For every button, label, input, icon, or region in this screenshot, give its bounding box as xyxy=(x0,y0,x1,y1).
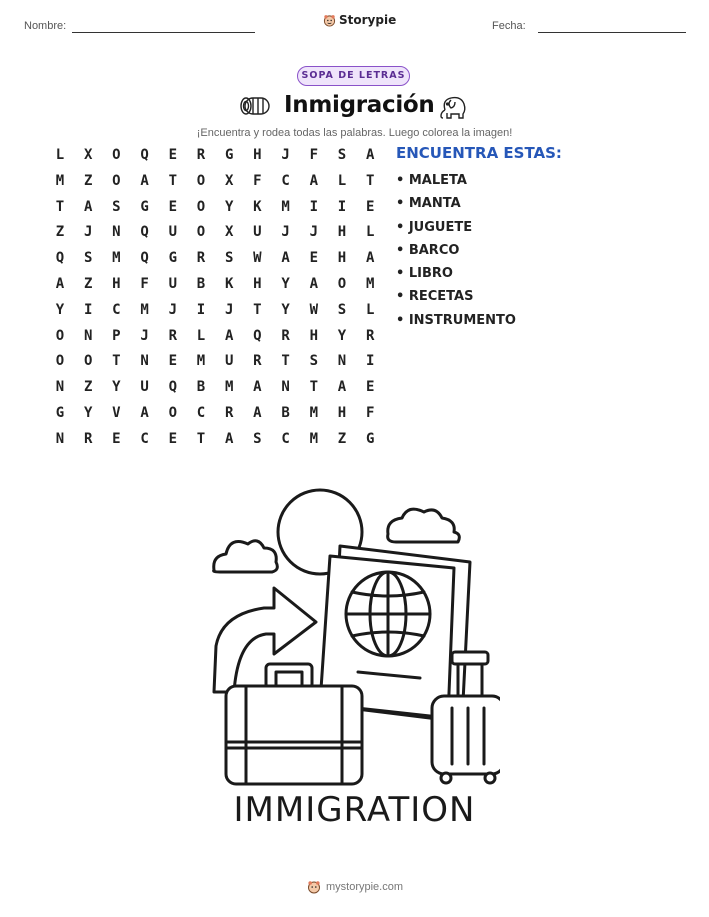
grid-letter: X xyxy=(224,172,234,189)
grid-letter: I xyxy=(365,353,375,370)
storypie-logo-icon xyxy=(323,14,336,27)
brand-logo xyxy=(323,13,396,27)
grid-letter: U xyxy=(253,224,262,241)
word-list-title: ENCUENTRA ESTAS: xyxy=(396,144,562,162)
grid-letter: Q xyxy=(253,327,262,344)
grid-letter: W xyxy=(253,250,262,267)
grid-letter: R xyxy=(83,430,93,447)
grid-letter: M xyxy=(365,276,375,292)
grid-letter: H xyxy=(337,224,347,241)
grid-letter: Y xyxy=(83,405,93,421)
grid-letter: S xyxy=(253,430,262,447)
grid-letter: O xyxy=(83,353,93,370)
grid-letter: M xyxy=(309,405,319,421)
grid-letter: N xyxy=(140,353,149,370)
grid-letter: A xyxy=(309,276,319,292)
grid-letter: S xyxy=(337,147,347,163)
grid-letter: T xyxy=(253,301,262,318)
grid-letter: Z xyxy=(83,172,93,189)
grid-letter: M xyxy=(309,430,319,447)
grid-letter: I xyxy=(83,301,93,318)
grid-letter: O xyxy=(337,276,347,292)
grid-letter: L xyxy=(55,147,65,163)
grid-letter: B xyxy=(196,276,206,292)
date-label: Fecha: xyxy=(492,20,526,32)
grid-letter: S xyxy=(112,198,121,215)
word-item: • BARCO xyxy=(396,242,460,258)
grid-letter: E xyxy=(365,379,375,396)
grid-letter: S xyxy=(224,250,234,267)
footer xyxy=(307,880,403,894)
grid-letter: Z xyxy=(55,224,65,241)
grid-letter: L xyxy=(365,301,375,318)
grid-letter: F xyxy=(365,405,375,421)
grid-letter: U xyxy=(140,379,149,396)
grid-letter: N xyxy=(83,327,93,344)
instructions-text: ¡Encuentra y rodea todas las palabras. Luego colorea la imagen! xyxy=(196,127,513,139)
grid-letter: S xyxy=(309,353,319,370)
grid-letter: X xyxy=(83,147,93,163)
grid-letter: J xyxy=(281,224,290,241)
grid-letter: M xyxy=(224,379,234,396)
grid-letter: G xyxy=(224,147,234,163)
grid-letter: F xyxy=(140,276,149,292)
grid-letter: T xyxy=(168,172,178,189)
grid-letter: A xyxy=(253,405,262,421)
grid-letter: J xyxy=(281,147,290,163)
illustration-caption: IMMIGRATION xyxy=(233,790,476,830)
grid-letter: K xyxy=(224,276,234,292)
grid-letter: O xyxy=(112,172,121,189)
grid-letter: H xyxy=(309,327,319,344)
grid-letter: J xyxy=(140,327,149,344)
grid-letter: Z xyxy=(337,430,347,447)
grid-letter: S xyxy=(337,301,347,318)
word-item: • LIBRO xyxy=(396,266,453,282)
grid-letter: A xyxy=(309,172,319,189)
grid-letter: E xyxy=(168,147,178,163)
grid-letter: R xyxy=(168,327,178,344)
grid-letter: V xyxy=(112,405,121,421)
grid-letter: I xyxy=(196,301,206,318)
grid-letter: M xyxy=(196,353,206,370)
grid-letter: Y xyxy=(55,301,65,318)
grid-letter: A xyxy=(281,250,290,267)
grid-letter: M xyxy=(55,172,65,189)
grid-letter: N xyxy=(55,379,65,396)
grid-letter: M xyxy=(112,250,121,267)
grid-letter: A xyxy=(337,379,347,396)
grid-letter: A xyxy=(140,405,149,421)
word-list xyxy=(396,172,516,335)
grid-letter: H xyxy=(112,276,121,292)
grid-letter: R xyxy=(196,147,206,163)
grid-letter: R xyxy=(253,353,262,370)
grid-letter: L xyxy=(365,224,375,241)
grid-letter: O xyxy=(112,147,121,163)
grid-letter: P xyxy=(112,327,121,344)
grid-letter: G xyxy=(140,198,149,215)
immigration-travel-icon xyxy=(200,486,500,786)
grid-letter: M xyxy=(281,198,290,215)
grid-letter: G xyxy=(168,250,178,267)
grid-letter: A xyxy=(253,379,262,396)
grid-letter: I xyxy=(337,198,347,215)
brand-name: Storypie xyxy=(339,13,397,27)
grid-letter: L xyxy=(196,327,206,344)
grid-letter: T xyxy=(112,353,121,370)
activity-badge: SOPA DE LETRAS xyxy=(297,66,410,86)
grid-letter: L xyxy=(337,172,347,189)
grid-letter: U xyxy=(224,353,234,370)
grid-letter: W xyxy=(309,301,319,318)
grid-letter: S xyxy=(83,250,93,267)
grid-letter: T xyxy=(281,353,290,370)
grid-letter: F xyxy=(309,147,319,163)
grid-letter: N xyxy=(337,353,347,370)
grid-letter: E xyxy=(168,353,178,370)
grid-letter: T xyxy=(196,430,206,447)
word-item: • RECETAS xyxy=(396,289,474,305)
grid-letter: A xyxy=(224,430,234,447)
grid-letter: E xyxy=(112,430,121,447)
grid-letter: Q xyxy=(140,224,149,241)
grid-letter: G xyxy=(55,405,65,421)
grid-letter: Q xyxy=(140,250,149,267)
grid-letter: U xyxy=(168,224,178,241)
grid-letter: T xyxy=(365,172,375,189)
word-item: • INSTRUMENTO xyxy=(396,312,516,328)
name-label: Nombre: xyxy=(24,20,67,32)
grid-letter: Q xyxy=(140,147,149,163)
grid-letter: E xyxy=(168,430,178,447)
grid-letter: E xyxy=(168,198,178,215)
grid-letter: B xyxy=(281,405,290,421)
footer-site: mystorypie.com xyxy=(326,881,404,893)
name-line xyxy=(72,32,255,33)
grid-letter: J xyxy=(168,301,178,318)
grid-letter: O xyxy=(168,405,178,421)
grid-letter: R xyxy=(224,405,234,421)
grid-letter: J xyxy=(309,224,319,241)
grid-letter: Y xyxy=(337,327,347,344)
grid-letter: N xyxy=(112,224,121,241)
grid-letter: T xyxy=(309,379,319,396)
grid-letter: J xyxy=(224,301,234,318)
grid-letter: A xyxy=(365,250,375,267)
storypie-logo-icon xyxy=(307,880,321,894)
word-item: • JUGUETE xyxy=(396,219,473,235)
grid-letter: E xyxy=(309,250,319,267)
grid-letter: U xyxy=(168,276,178,292)
grid-letter: G xyxy=(365,430,375,447)
grid-letter: N xyxy=(55,430,65,447)
grid-letter: R xyxy=(365,327,375,344)
word-item: • MANTA xyxy=(396,196,461,212)
grid-letter: X xyxy=(224,224,234,241)
grid-letter: O xyxy=(196,198,206,215)
grid-letter: I xyxy=(309,198,319,215)
grid-letter: H xyxy=(337,250,347,267)
grid-letter: B xyxy=(196,379,206,396)
word-item: • MALETA xyxy=(396,173,467,188)
grid-letter: T xyxy=(55,198,65,215)
date-line xyxy=(538,32,686,33)
grid-letter: Q xyxy=(55,250,65,267)
grid-letter: Q xyxy=(168,379,178,396)
grid-letter: H xyxy=(253,147,262,163)
grid-letter: O xyxy=(55,353,65,370)
grid-letter: Y xyxy=(281,276,290,292)
grid-letter: A xyxy=(140,172,149,189)
grid-letter: C xyxy=(281,430,290,447)
grid-letter: A xyxy=(55,276,65,292)
grid-letter: A xyxy=(224,327,234,344)
grid-letter: O xyxy=(196,224,206,241)
grid-letter: Z xyxy=(83,276,93,292)
grid-letter: N xyxy=(281,379,290,396)
page-title: Inmigración xyxy=(284,92,435,118)
grid-letter: H xyxy=(337,405,347,421)
grid-letter: R xyxy=(281,327,290,344)
grid-letter: E xyxy=(365,198,375,215)
grid-letter: Z xyxy=(83,379,93,396)
grid-letter: A xyxy=(83,198,93,215)
elephant-toy-icon xyxy=(437,92,471,120)
grid-letter: C xyxy=(140,430,149,447)
grid-letter: K xyxy=(253,198,262,215)
grid-letter: R xyxy=(196,250,206,267)
grid-letter: M xyxy=(140,301,149,318)
grid-letter: C xyxy=(281,172,290,189)
grid-letter: H xyxy=(253,276,262,292)
grid-letter: Y xyxy=(224,198,234,215)
grid-letter: C xyxy=(196,405,206,421)
grid-letter: J xyxy=(83,224,93,241)
rolled-blanket-icon xyxy=(239,92,273,120)
grid-letter: F xyxy=(253,172,262,189)
grid-letter: O xyxy=(196,172,206,189)
grid-letter: O xyxy=(55,327,65,344)
grid-letter: A xyxy=(365,147,375,163)
grid-letter: Y xyxy=(112,379,121,396)
grid-letter: Y xyxy=(281,301,290,318)
grid-letter: C xyxy=(112,301,121,318)
